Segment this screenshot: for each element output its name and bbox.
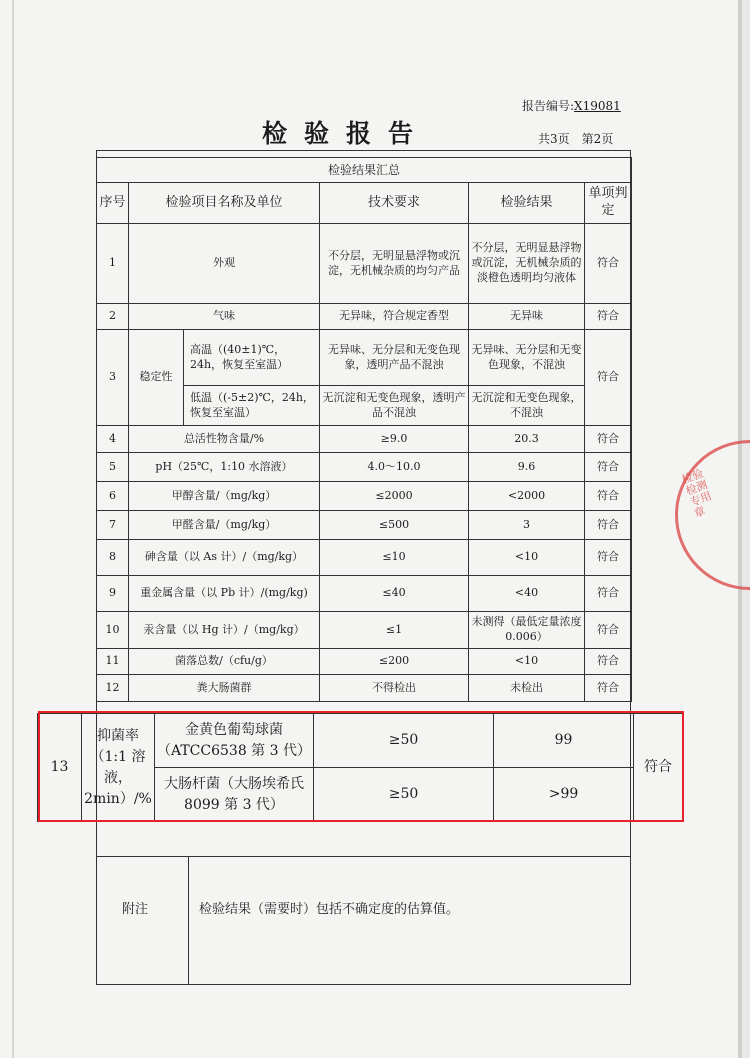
table-row (97, 612, 632, 649)
report-number (522, 97, 621, 114)
header-result: 检验结果 (469, 183, 585, 224)
row-result: 不分层，无明显悬浮物或沉淀，无机械杂质的淡橙色透明均匀液体 (469, 224, 585, 304)
row-judgement: 符合 (585, 540, 632, 576)
row-judgement: 符合 (585, 649, 632, 675)
row-requirement: ≤1 (320, 612, 469, 649)
row-requirement: 无异味、无分层和无变色现象，透明产品不混浊 (320, 330, 469, 386)
row-judgement: 符合 (585, 304, 632, 330)
report-number-label: 报告编号: (522, 99, 575, 113)
highlight-box (38, 711, 684, 822)
row-requirement: ≤200 (320, 649, 469, 675)
row-group: 稳定性 (129, 330, 184, 426)
row-result: 无异味 (469, 304, 585, 330)
row-item: 砷含量（以 As 计）/（mg/kg） (129, 540, 320, 576)
header-seq: 序号 (97, 183, 129, 224)
row-judgement: 符合 (585, 675, 632, 702)
row-item: 气味 (129, 304, 320, 330)
row-result: >99 (494, 768, 634, 822)
row-item: pH（25℃，1:10 水溶液） (129, 453, 320, 482)
row-judgement: 符合 (585, 453, 632, 482)
row-seq: 8 (97, 540, 129, 576)
row-seq: 11 (97, 649, 129, 675)
row-result: 9.6 (469, 453, 585, 482)
table-row (97, 482, 632, 511)
row-requirement: ≤40 (320, 576, 469, 612)
row-requirement: ≤500 (320, 511, 469, 540)
row-group: 抑菌率（1:1 溶液，2min）/% (82, 714, 155, 822)
table-row (97, 453, 632, 482)
row-result: 无沉淀和无变色现象，不混浊 (469, 386, 585, 426)
page-count: 共3页 第2页 (538, 132, 614, 146)
row-seq: 5 (97, 453, 129, 482)
row-result: 3 (469, 511, 585, 540)
note-divider (96, 856, 631, 857)
row-requirement: ≥9.0 (320, 426, 469, 453)
row-item: 菌落总数/（cfu/g） (129, 649, 320, 675)
row-requirement: ≤2000 (320, 482, 469, 511)
row-result: 未测得（最低定量浓度 0.006） (469, 612, 585, 649)
row-judgement: 符合 (585, 576, 632, 612)
note-label: 附注 (122, 902, 149, 917)
page-edge-left (12, 0, 14, 1058)
row-requirement: 无沉淀和无变色现象，透明产品不混浊 (320, 386, 469, 426)
row-seq: 12 (97, 675, 129, 702)
row-seq: 6 (97, 482, 129, 511)
row-requirement: 无异味，符合规定香型 (320, 304, 469, 330)
row-item: 外观 (129, 224, 320, 304)
results-table (96, 157, 632, 702)
table-row (97, 675, 632, 702)
row-seq: 2 (97, 304, 129, 330)
row-requirement: 不分层，无明显悬浮物或沉淀，无机械杂质的均匀产品 (320, 224, 469, 304)
row-requirement: 不得检出 (320, 675, 469, 702)
row-item: 粪大肠菌群 (129, 675, 320, 702)
row-result: <10 (469, 540, 585, 576)
row-result: <10 (469, 649, 585, 675)
row-judgement: 符合 (585, 426, 632, 453)
row-item: 总活性物含量/% (129, 426, 320, 453)
row-judgement: 符合 (585, 511, 632, 540)
table-row (97, 540, 632, 576)
table-row (97, 649, 632, 675)
row-item: 甲醇含量/（mg/kg） (129, 482, 320, 511)
note-column-divider (188, 856, 189, 985)
header-item: 检验项目名称及单位 (129, 183, 320, 224)
row-seq: 1 (97, 224, 129, 304)
row-requirement: ≤10 (320, 540, 469, 576)
header-requirement: 技术要求 (320, 183, 469, 224)
row-result: <2000 (469, 482, 585, 511)
row-item: 甲醛含量/（mg/kg） (129, 511, 320, 540)
table-row (97, 224, 632, 304)
table-row (97, 330, 632, 386)
row-subitem: 低温（(-5±2)℃，24h，恢复至室温） (184, 386, 320, 426)
report-number-value: X19081 (574, 99, 621, 113)
row-seq: 7 (97, 511, 129, 540)
row-subitem: 大肠杆菌（大肠埃希氏 8099 第 3 代） (155, 768, 314, 822)
table-row (97, 576, 632, 612)
header-judgement: 单项判定 (585, 183, 632, 224)
row-seq: 10 (97, 612, 129, 649)
row-result: 无异味、无分层和无变色现象，不混浊 (469, 330, 585, 386)
row-subitem: 高温（(40±1)℃，24h，恢复至室温） (184, 330, 320, 386)
row-judgement: 符合 (585, 224, 632, 304)
row-result: 99 (494, 714, 634, 768)
note-text: 检验结果（需要时）包括不确定度的估算值。 (199, 902, 460, 917)
row-result: 20.3 (469, 426, 585, 453)
page-title: 检验报告 (262, 119, 431, 148)
table-caption: 检验结果汇总 (97, 158, 632, 183)
row-seq: 3 (97, 330, 129, 426)
row-item: 汞含量（以 Hg 计）/（mg/kg） (129, 612, 320, 649)
row-judgement: 符合 (585, 612, 632, 649)
row-judgement: 符合 (634, 714, 683, 822)
row-requirement: ≥50 (314, 714, 494, 768)
row-item: 重金属含量（以 Pb 计）/(mg/kg) (129, 576, 320, 612)
row-seq: 4 (97, 426, 129, 453)
official-seal-text: 检验检测专用章 (680, 466, 714, 521)
row-judgement: 符合 (585, 330, 632, 426)
row-judgement: 符合 (585, 482, 632, 511)
row-requirement: ≥50 (314, 768, 494, 822)
row-subitem: 金黄色葡萄球菌（ATCC6538 第 3 代） (155, 714, 314, 768)
table-header-row (97, 183, 632, 224)
row-result: 未检出 (469, 675, 585, 702)
row-result: <40 (469, 576, 585, 612)
table-row (97, 304, 632, 330)
table-row (97, 426, 632, 453)
row-seq: 13 (38, 714, 82, 822)
row-seq: 9 (97, 576, 129, 612)
row-requirement: 4.0～10.0 (320, 453, 469, 482)
table-row (97, 511, 632, 540)
